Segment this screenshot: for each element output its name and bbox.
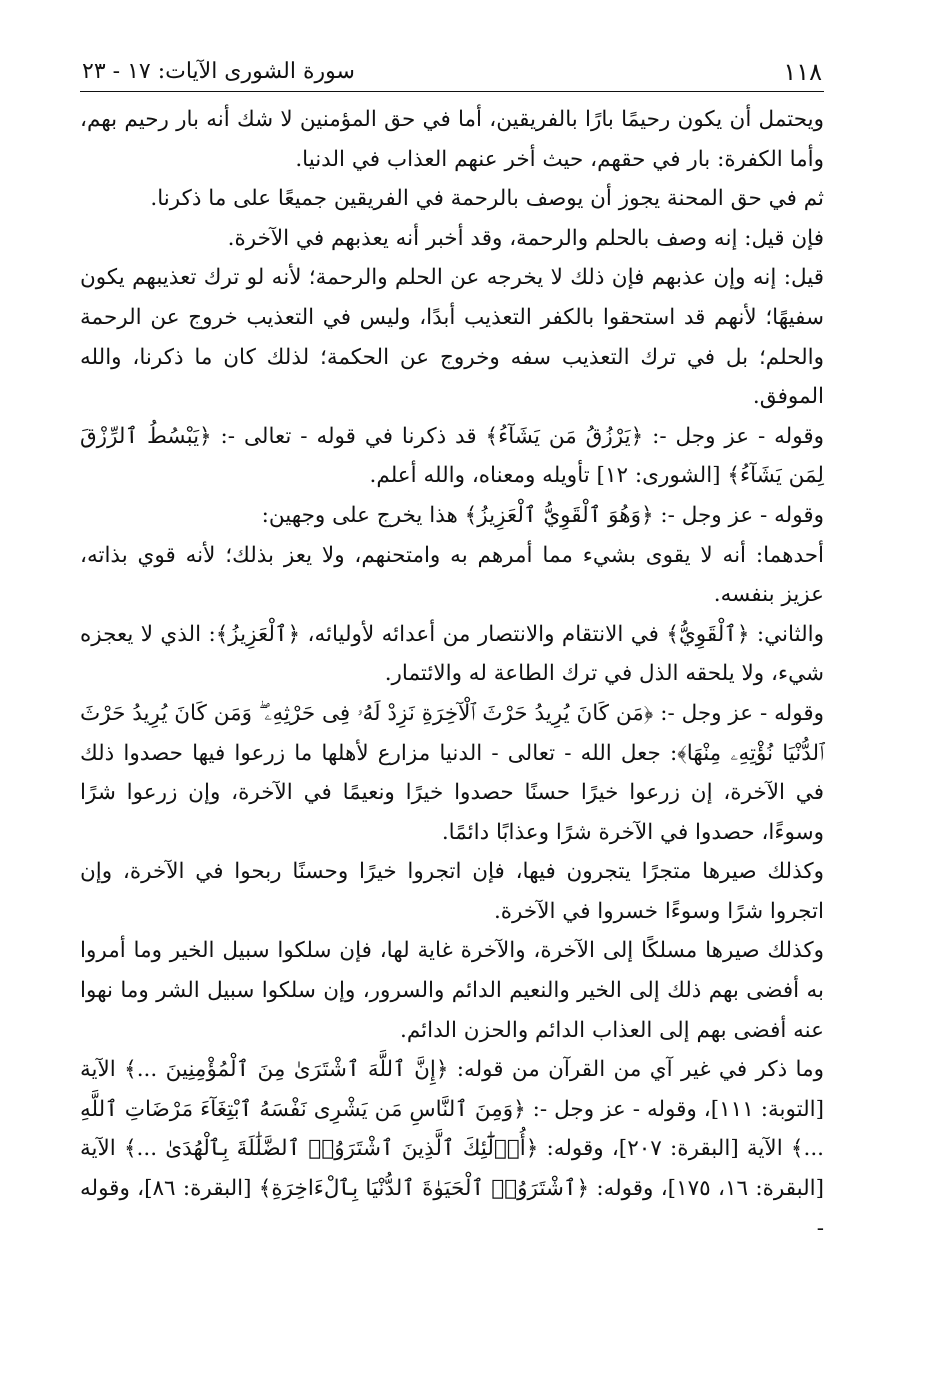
paragraph: وقوله - عز وجل -: ﴿وَهُوَ ٱلْقَوِيُّ ٱلْعَزِيزُ﴾ هذا يخرج على وجهين: bbox=[261, 502, 824, 528]
running-header bbox=[80, 52, 824, 92]
paragraph: ويحتمل أن يكون رحيمًا بارًا بالفريقين، أما في حق المؤمنين لا شك أنه بار رحيم بهم، وأما الكفرة: بار في حقهم، حيث أخر عنهم العذاب في الدنيا. bbox=[80, 107, 824, 172]
book-page bbox=[80, 52, 824, 1248]
paragraph: أحدهما: أنه لا يقوى بشيء مما أمرهم به وامتحنهم، ولا يعز بذلك؛ لأنه قوي بذاته، عزيز بنفسه. bbox=[80, 542, 824, 608]
paragraph: والثاني: ﴿ٱلْقَوِيُّ﴾ في الانتقام والانتصار من أعدائه لأوليائه، ﴿ٱلْعَزِيزُ﴾: الذي لا يعجزه شيء، ولا يلحقه الذل في ترك الطاعة له والائتمار. bbox=[80, 621, 824, 687]
paragraph: قيل: إنه وإن عذبهم فإن ذلك لا يخرجه عن الحلم والرحمة؛ لأنه لو ترك تعذيبهم يكون سفيهًا؛ لأنهم قد استحقوا بالكفر التعذيب أبدًا، وليس في التعذيب خروج عن الرحمة والحلم؛ بل في ترك التعذيب سفه وخروج عن الحكمة؛ لذلك كان ما ذكرنا، والله الموفق. bbox=[80, 265, 824, 410]
paragraph: وما ذكر في غير آي من القرآن من قوله: ﴿إِنَّ ٱللَّهَ ٱشْتَرَىٰ مِنَ ٱلْمُؤْمِنِينَ ...﴾ الآية [التوبة: ١١١]، وقوله - عز وجل -: ﴿وَمِنَ ٱلنَّاسِ مَن يَشْرِى نَفْسَهُ ٱبْتِغَآءَ مَرْضَاتِ ٱللَّهِ ...﴾ الآية [البقرة: ٢٠٧]، وقوله: ﴿أُو۟لَٰٓئِكَ ٱلَّذِينَ ٱشْتَرَوُا۟ ٱلضَّلَٰلَةَ بِٱلْهُدَىٰ ...﴾ الآية [البقرة: ١٦، ١٧٥]، وقوله: ﴿ٱشْتَرَوُا۟ ٱلْحَيَوٰةَ ٱلدُّنْيَا بِٱلْءَاخِرَةِ﴾ [البقرة: ٨٦]، وقوله - bbox=[80, 1057, 824, 1241]
paragraph: وقوله - عز وجل -: ﴿يَرْزُقُ مَن يَشَآءُ﴾ قد ذكرنا في قوله - تعالى -: ﴿يَبْسُطُ ٱلرِّزْقَ لِمَن يَشَآءُ﴾ [الشورى: ١٢] تأويله ومعناه، والله أعلم. bbox=[80, 423, 824, 489]
body-text bbox=[80, 100, 824, 1248]
surah-title: سورة الشورى الآيات: ١٧ - ٢٣ bbox=[82, 59, 355, 84]
paragraph: فإن قيل: إنه وصف بالحلم والرحمة، وقد أخبر أنه يعذبهم في الآخرة. bbox=[227, 225, 824, 251]
paragraph: وكذلك صيرها متجرًا يتجرون فيها، فإن اتجروا خيرًا وحسنًا ربحوا في الآخرة، وإن اتجروا شرًا وسوءًا خسروا في الآخرة. bbox=[80, 859, 824, 924]
paragraph: وكذلك صيرها مسلكًا إلى الآخرة، والآخرة غاية لها، فإن سلكوا سبيل الخير وما أمروا به أفضى بهم ذلك إلى الخير والنعيم الدائم والسرور، وإن سلكوا سبيل الشر وما نهوا عنه أفضى بهم إلى العذاب الدائم والحزن الدائم. bbox=[80, 938, 824, 1043]
page-number: ١١٨ bbox=[783, 58, 822, 86]
paragraph: وقوله - عز وجل -: ﴿مَن كَانَ يُرِيدُ حَرْثَ ٱلْآخِرَةِ نَزِدْ لَهُۥ فِى حَرْثِهِۦ ۖ وَمَن كَانَ يُرِيدُ حَرْثَ ٱلدُّنْيَا نُؤْتِهِۦ مِنْهَا﴾: جعل الله - تعالى - الدنيا مزارع لأهلها ما زرعوا فيها حصدوا ذلك في الآخرة، إن زرعوا خيرًا حسنًا حصدوا خيرًا ونعيمًا في الآخرة، وإن زرعوا شرًا وسوءًا، حصدوا في الآخرة شرًا وعذابًا دائمًا. bbox=[80, 700, 824, 845]
paragraph: ثم في حق المحنة يجوز أن يوصف بالرحمة في الفريقين جميعًا على ما ذكرنا. bbox=[150, 186, 824, 212]
